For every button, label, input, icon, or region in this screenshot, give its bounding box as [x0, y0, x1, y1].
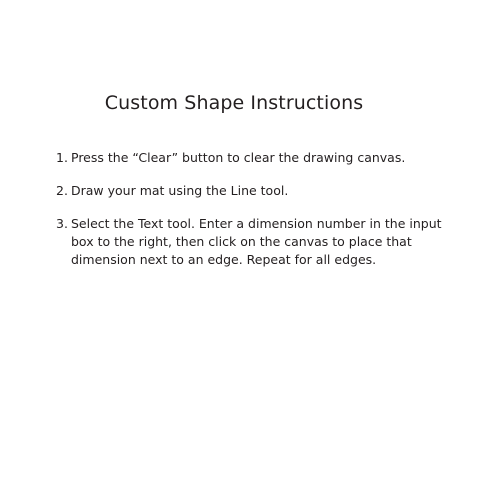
instruction-step-2 [56, 182, 456, 200]
instructions-title: Custom Shape Instructions [104, 92, 364, 114]
instructions-list [56, 149, 456, 284]
step-number: 3. [56, 216, 68, 231]
step-number: 2. [56, 183, 68, 198]
step-text: Draw your mat using the Line tool. [71, 183, 289, 198]
instruction-step-3 [56, 215, 456, 269]
instruction-step-1 [56, 149, 456, 167]
step-number: 1. [56, 150, 68, 165]
step-text: Press the “Clear” button to clear the drawing canvas. [71, 150, 406, 165]
step-text: Select the Text tool. Enter a dimension number in the input box to the right, then click on the canvas to place that dimension next to an edge. Repeat for all edges. [71, 216, 442, 267]
